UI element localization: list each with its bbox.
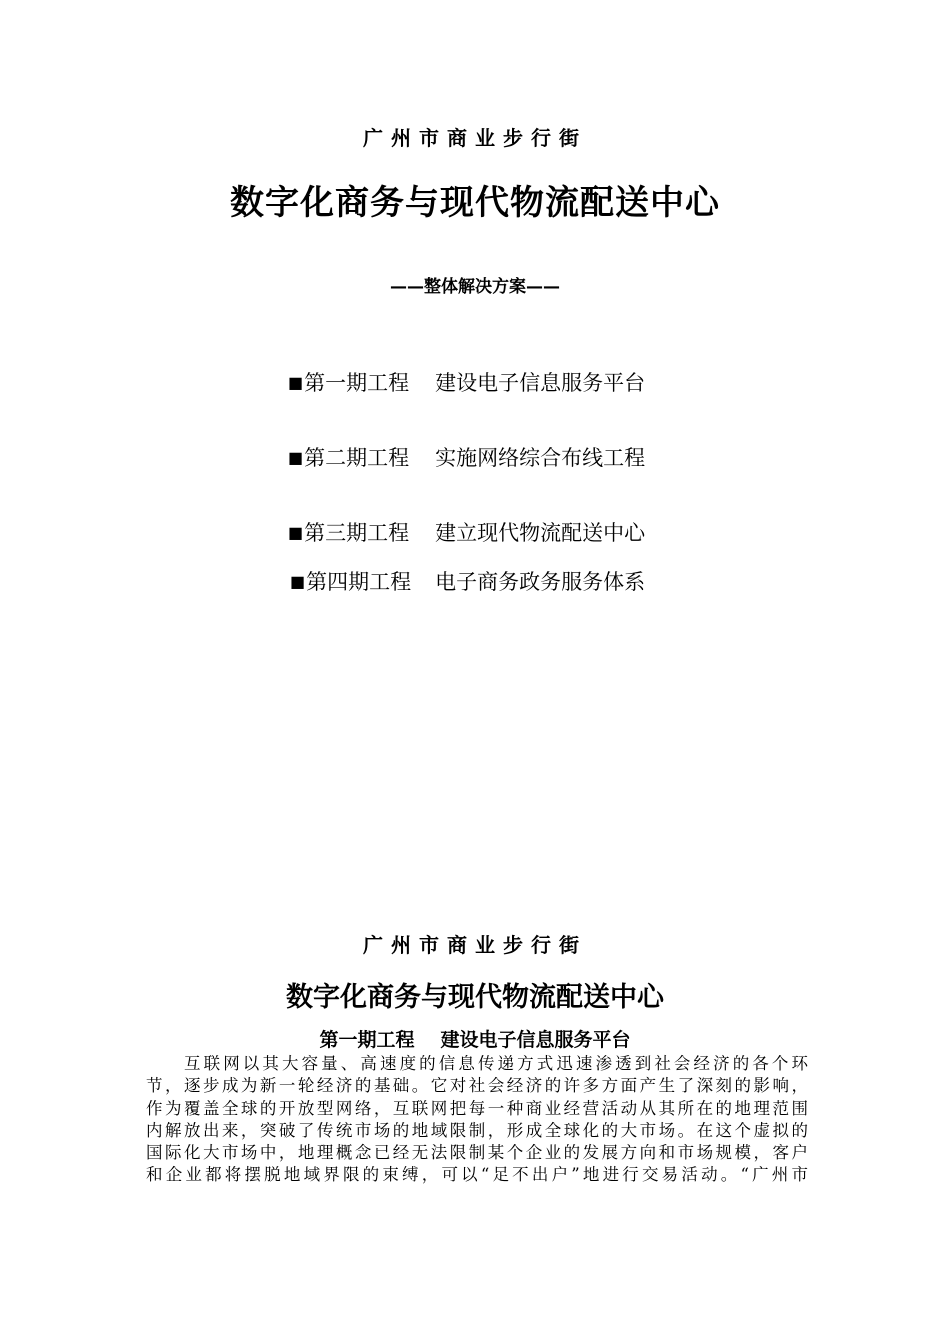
body-line: 节，逐步成为新一轮经济的基础。它对社会经济的许多方面产生了深刻的影响， [146, 1076, 808, 1096]
phase-item-4 [290, 566, 645, 596]
phase-label: 第三期工程 [304, 521, 410, 545]
phase-label: 第一期工程 [304, 371, 410, 395]
section-subtitle: 广州市商业步行街 [363, 933, 587, 957]
section-heading [0, 1025, 950, 1052]
phase-description: 实施网络综合布线工程 [435, 446, 646, 470]
section-heading-desc: 建设电子信息服务平台 [440, 1029, 631, 1051]
square-bullet-icon: ■ [288, 448, 304, 467]
cover-title: 数字化商务与现代物流配送中心 [230, 183, 720, 223]
body-line: 内解放出来，突破了传统市场的地域限制，形成全球化的大市场。在这个虚拟的 [146, 1120, 808, 1140]
section-title: 数字化商务与现代物流配送中心 [286, 982, 664, 1013]
section-body [146, 1053, 808, 1187]
cover-subtitle: 广州市商业步行街 [363, 126, 587, 150]
body-line: 和企业都将摆脱地域界限的束缚，可以“足不出户”地进行交易活动。“广州市 [146, 1165, 808, 1185]
body-line: 国际化大市场中，地理概念已经无法限制某个企业的发展方向和市场规模，客户 [146, 1143, 808, 1163]
section-heading-phase: 第一期工程 [319, 1029, 415, 1051]
phase-item-3 [288, 517, 645, 547]
phase-description: 电子商务政务服务体系 [435, 570, 646, 594]
phase-item-1 [288, 367, 645, 397]
phase-description: 建设电子信息服务平台 [435, 371, 646, 395]
square-bullet-icon: ■ [290, 572, 306, 591]
body-line: 作为覆盖全球的开放型网络，互联网把每一种商业经营活动从其所在的地理范围 [146, 1098, 808, 1118]
square-bullet-icon: ■ [288, 373, 304, 392]
body-line: 互联网以其大容量、高速度的信息传递方式迅速渗透到社会经济的各个环 [184, 1054, 808, 1073]
square-bullet-icon: ■ [288, 523, 304, 542]
phase-label: 第四期工程 [306, 570, 412, 594]
phase-label: 第二期工程 [304, 446, 410, 470]
phase-item-2 [288, 442, 645, 472]
cover-tagline: ——整体解决方案—— [390, 277, 560, 297]
phase-description: 建立现代物流配送中心 [435, 521, 646, 545]
